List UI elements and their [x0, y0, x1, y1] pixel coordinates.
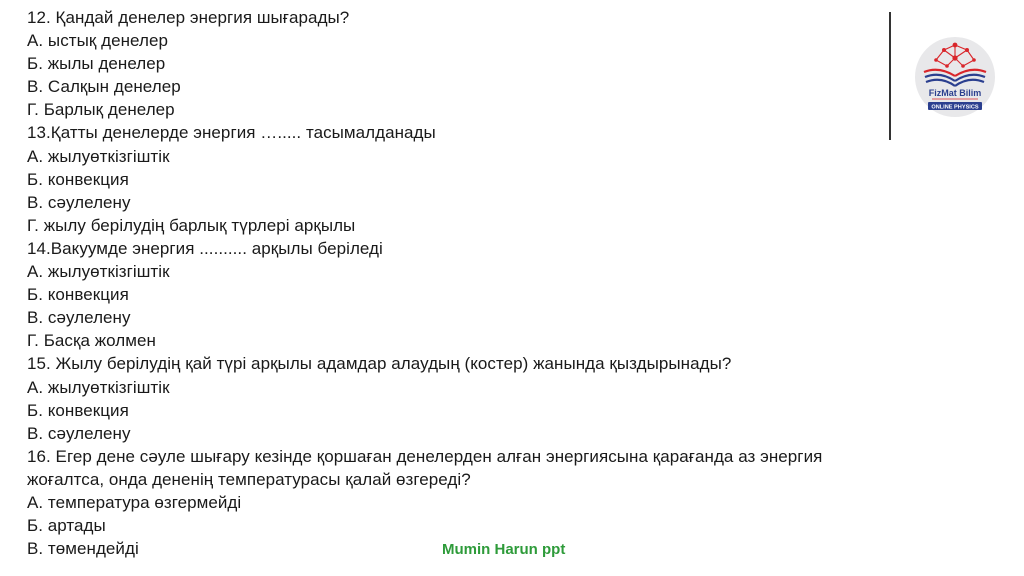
option-a: А. жылуөткізгіштік	[27, 377, 170, 397]
vertical-divider	[889, 12, 891, 140]
question-12: 12. Қандай денелер энергия шығарады?	[27, 8, 350, 27]
logo-graphic	[914, 36, 996, 118]
option-a: А. ыстық денелер	[27, 31, 168, 51]
question-13: 13.Қатты денелерде энергия …..... тасымалданады	[27, 123, 436, 143]
option-a: А. жылуөткізгіштік	[27, 146, 170, 166]
option-c: В. төмендейді	[27, 539, 139, 559]
question-15: 15. Жылу берілудің қай түрі арқылы адамдар алаудың (костер) жанында қыздырынады?	[27, 354, 732, 374]
logo-tagline: ONLINE PHYSICS	[931, 104, 979, 111]
option-b: Б. конвекция	[27, 285, 129, 305]
option-b: Б. артады	[27, 516, 106, 536]
option-a: А. жылуөткізгіштік	[27, 262, 170, 282]
fizmat-bilim-logo	[914, 36, 996, 118]
option-d: Г. Барлық денелер	[27, 100, 175, 120]
logo-name: FizMat Bilim	[928, 88, 982, 98]
option-c: В. сәулелену	[27, 192, 131, 212]
question-16: 16. Егер дене сәуле шығару кезінде қоршаған денелерден алған энергиясына қарағанда аз энергия жоғалтса, онда дененің температурасы қалай өзгереді?	[27, 446, 823, 489]
option-b: Б. конвекция	[27, 400, 129, 420]
option-b: Б. жылы денелер	[27, 54, 166, 74]
option-c: В. сәулелену	[27, 308, 131, 328]
option-a: А. температура өзгермейді	[27, 492, 242, 512]
option-c: В. Салқын денелер	[27, 77, 181, 97]
option-c: В. сәулелену	[27, 423, 131, 443]
question-14: 14.Вакуумде энергия .......... арқылы беріледі	[27, 238, 383, 258]
option-d: Г. Басқа жолмен	[27, 331, 156, 351]
footer-credit: Mumin Harun ppt	[442, 541, 566, 558]
option-b: Б. конвекция	[27, 169, 129, 189]
question-list	[27, 6, 857, 560]
option-d: Г. жылу берілудің барлық түрлері арқылы	[27, 215, 356, 235]
